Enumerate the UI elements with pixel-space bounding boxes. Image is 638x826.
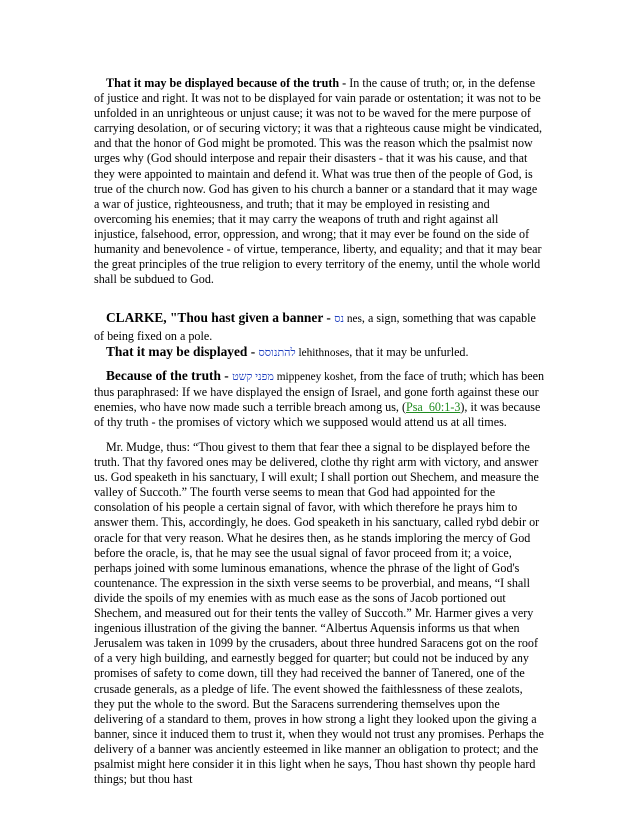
- paragraph: [94, 309, 545, 345]
- paragraph: [94, 344, 545, 361]
- mudge-paragraph: [94, 440, 545, 787]
- hebrew-word: מפני קשט: [232, 371, 274, 383]
- lead-phrase: CLARKE, "Thou hast given a banner -: [106, 310, 335, 325]
- clarke-displayed-entry: [94, 344, 545, 361]
- paragraph-text: Mr. Mudge, thus: “Thou givest to them that fear thee a signal to be displayed before the truth. That thy favored ones may be delivered, clothe thy right arm with victory, and answer us. God speaketh in his sanctuary, I will exult; I shall portion out Shechem, and measure the valley of Succoth.” The fourth verse seems to mean that God had appointed for the consolation of his people a certain signal of favor, with which therefore he prays him to answer them. This, accordingly, he does. God speaketh in his sanctuary, called rybd debir or oracle for that very reason. What he desires then, as he stands imploring the mercy of God before the oracle, is, that he may see the usual signal of favor proceed from it; a voice, perhaps joined with some luminous emanations, whence the phrase of the light of God's countenance. The expression in the sixth verse seems to be proverbial, and means, “I shall divide the spoils of my enemies with as much ease as the sons of Jacob portioned out Shechem, and measured out for their tents the valley of Succoth.” Mr. Harmer gives a very ingenious illustration of the giving the banner. “Albertus Aquensis informs us that when Jerusalem was taken in 1099 by the crusaders, about three hundred Saracens got on the roof of a very high building, and earnestly begged for quarter; but could not be induced by any promises of safety to come down, till they had received the banner of Tanered, one of the crusade generals, as a pledge of life. The event showed the faithlessness of these zealots, they put the whole to the sword. But the Saracens surrendering themselves upon the delivering of a standard to them, proves in how strong a light they looked upon the giving a banner, since it induced them to trust it, when they would not trust any promises. Perhaps the delivery of a banner was anciently esteemed in like manner an obligation to protect; and the psalmist might here consider it in this light when he says, Thou hast shown thy people hard things; but thou hast: [94, 440, 544, 787]
- transliteration: mippeney koshet: [273, 371, 354, 383]
- lead-phrase: That it may be displayed because of the truth -: [106, 76, 350, 90]
- paragraph-text: , that it may be unfurled.: [349, 345, 469, 359]
- clarke-truth-entry: [94, 368, 545, 430]
- transliteration: nes: [344, 313, 362, 325]
- transliteration: lehithnoses: [295, 347, 350, 359]
- paragraph: [94, 76, 545, 287]
- hebrew-word: נס: [334, 313, 345, 325]
- paragraph-text: , a sign, something that was capable of being fixed on a pole.: [94, 311, 536, 343]
- paragraph-text: ), it was because of thy truth - the promises of victory which we supposed would attend us at all times.: [94, 400, 541, 430]
- clarke-banner-entry: [94, 309, 545, 345]
- paragraph: [94, 368, 545, 430]
- paragraph-text: , from the face of truth; which has been thus paraphrased: If we have displayed the ensign of Israel, and gone forth against these our enemies, who have now made such a terrible breach among us, (: [94, 369, 545, 415]
- lead-phrase: Because of the truth -: [106, 368, 233, 383]
- hebrew-word: להתנוסס: [258, 347, 296, 359]
- commentary-paragraph-truth: [94, 76, 545, 287]
- paragraph-text: In the cause of truth; or, in the defense of justice and right. It was not to be displayed for vain parade or ostentation; it was not to be unfolded in an unrighteous or unjust cause; it was not to be waved for the mere purpose of carrying desolation, or of securing victory; it was that a righteous cause might be vindicated, and that the honor of God might be promoted. This was the reason which the psalmist now urges why (God should interpose and repair their disasters - that it was his cause, and that they were appointed to maintain and defend it. What was true then of the people of God, is true of the church now. God has given to his church a banner or a standard that it may wage a war of justice, righteousness, and truth; that it may be employed in resisting and overcoming his enemies; that it may carry the weapons of truth and right against all injustice, falsehood, error, oppression, and wrong; that it may ever be found on the side of humanity and benevolence - of virtue, temperance, liberty, and equality; and that it may bear the great principles of the true religion to every territory of the enemy, until the whole world shall be subdued to God.: [94, 76, 543, 287]
- scripture-reference-link[interactable]: Psa_60:1-3: [405, 400, 461, 415]
- lead-phrase: That it may be displayed -: [106, 344, 259, 359]
